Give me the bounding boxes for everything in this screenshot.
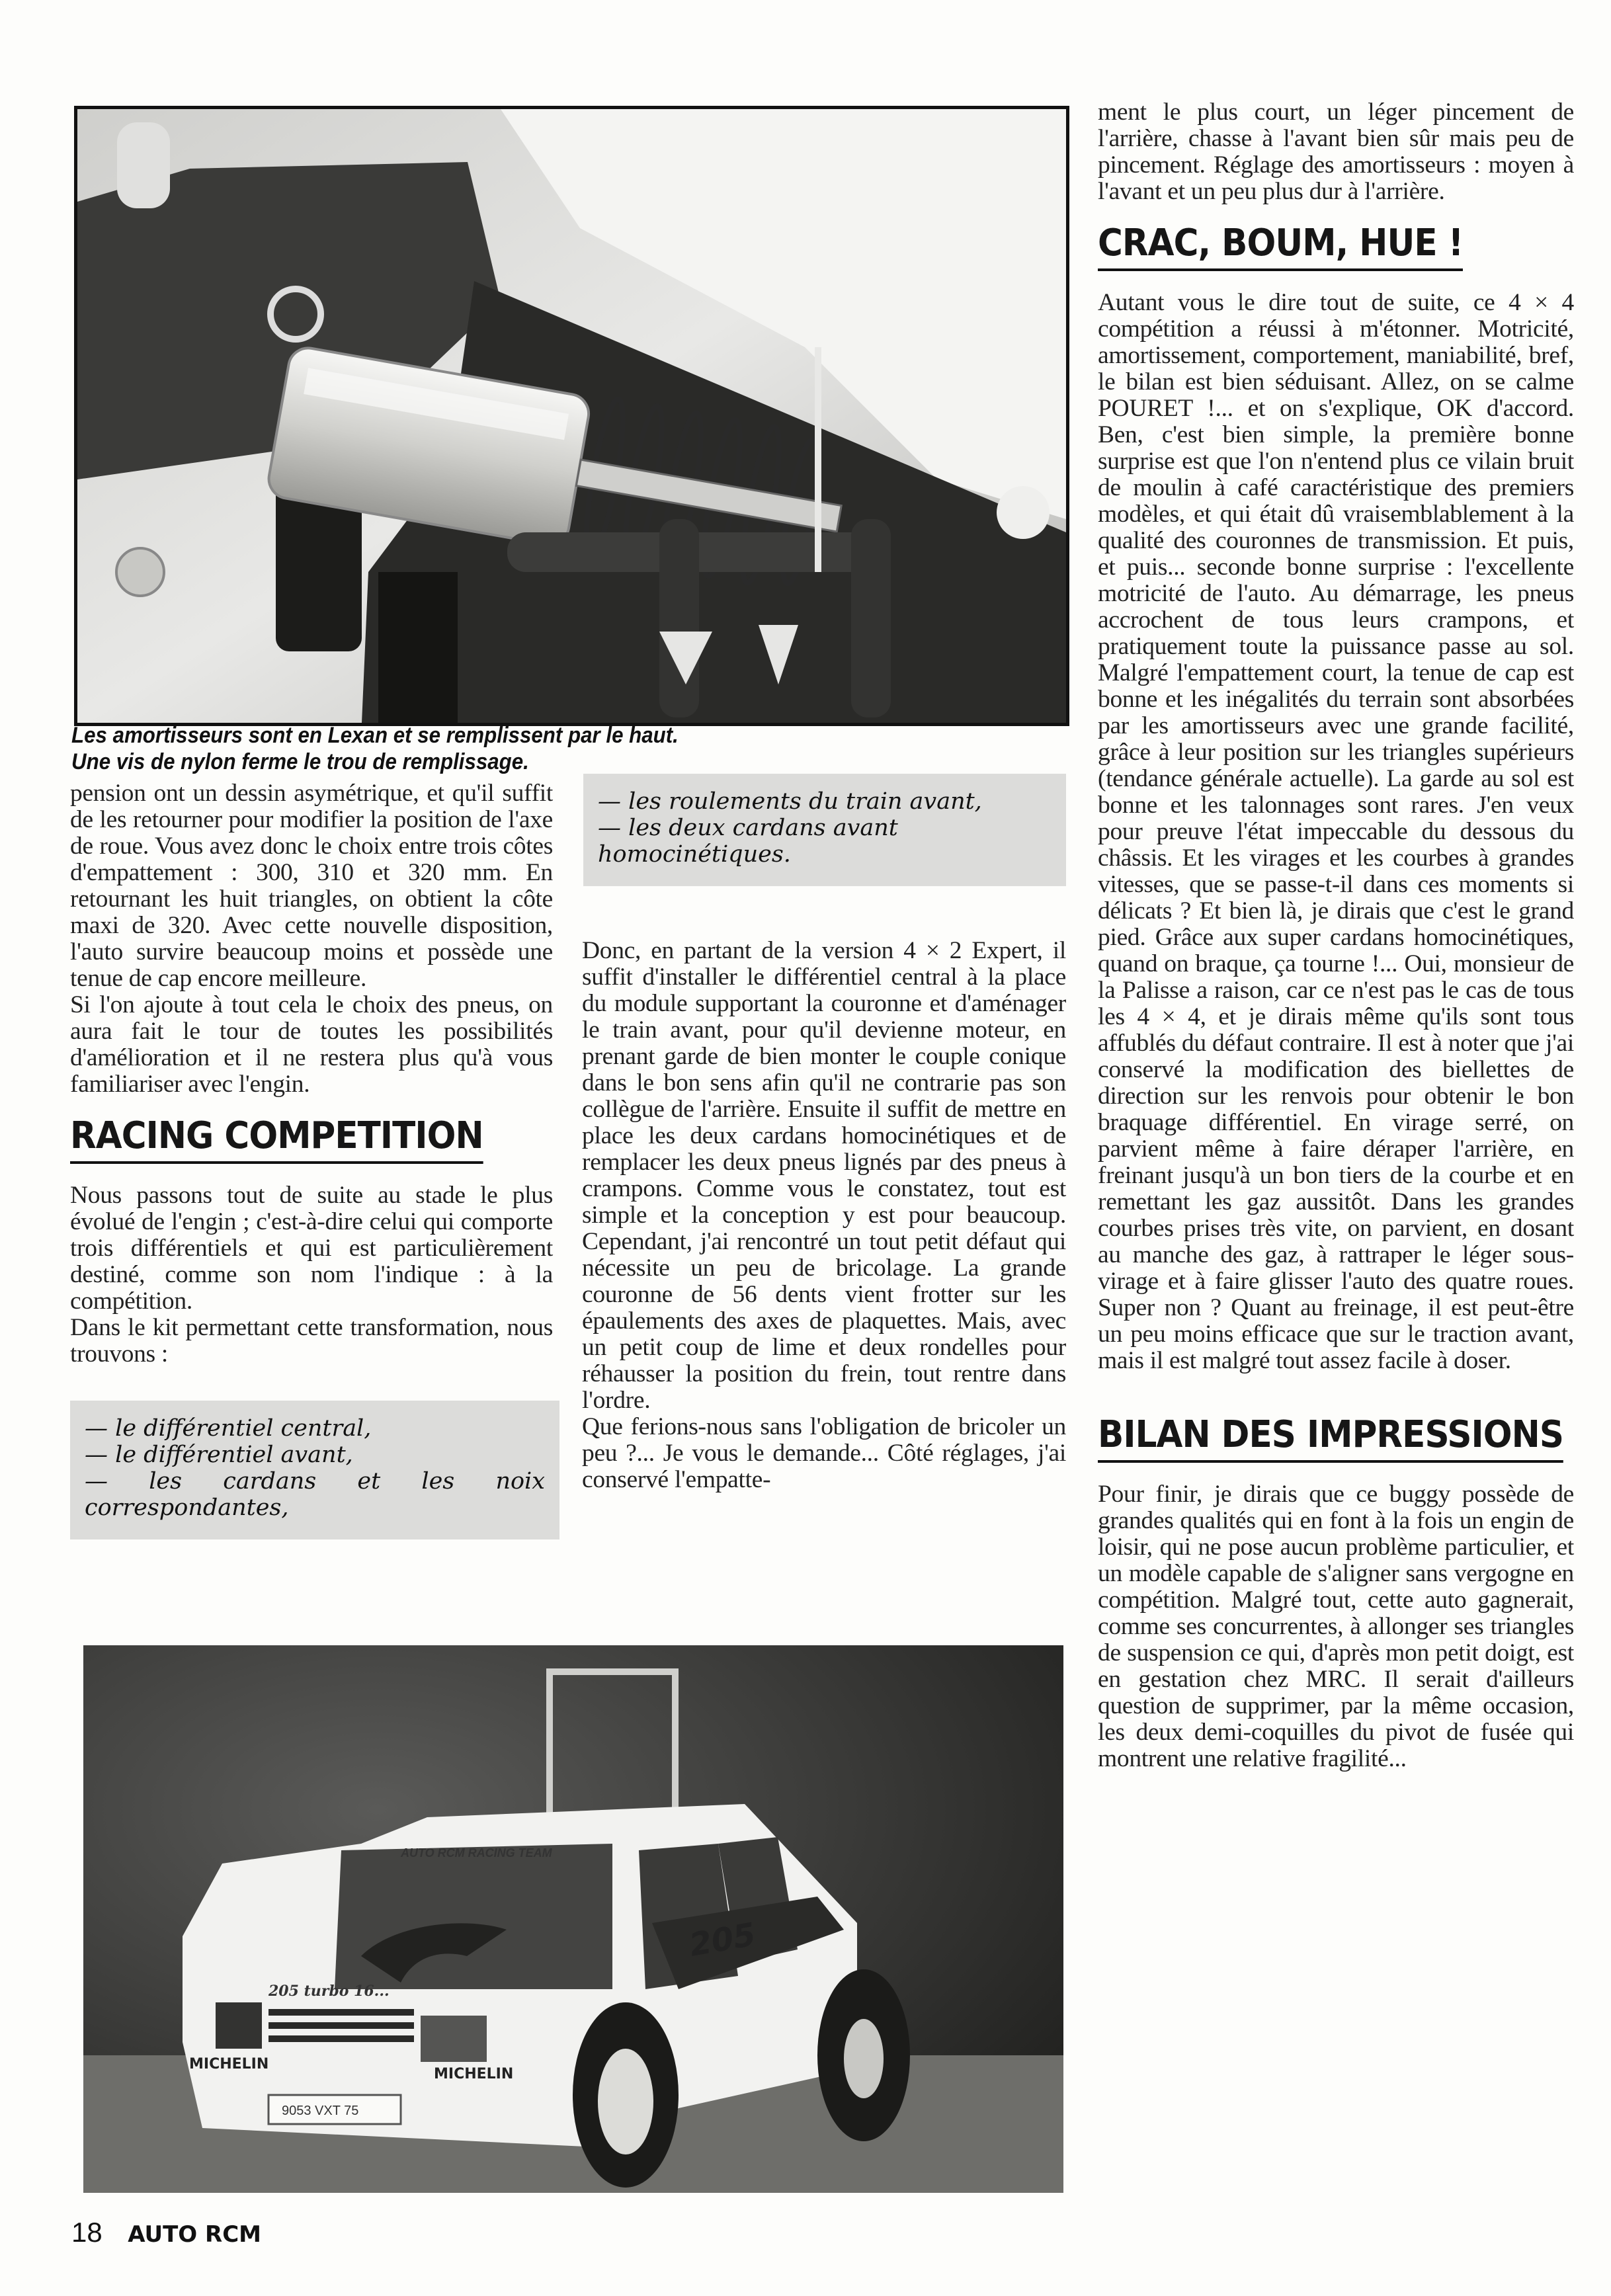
kit-list-box-continued	[583, 774, 1066, 886]
page-footer	[71, 2217, 261, 2249]
kit-list-box	[70, 1401, 559, 1539]
paragraph: pension ont un dessin asymétrique, et qu'il suffit de les retourner pour modifier la position de l'axe de roue. Vous avez donc le choix entre trois côtes d'empattement : 300, 310 et 320 mm. En retournant les huit triangles, on obtient la côte maxi de 320. Avec cette nouvelle disposition, l'auto survire beaucoup moins et possède une tenue de cap encore meilleure.	[70, 780, 553, 992]
heading-crac-boum-hue: CRAC, BOUM, HUE !	[1098, 222, 1463, 271]
caption-line-2: Une vis de nylon ferme le trou de remplissage.	[71, 749, 529, 774]
column-left	[70, 780, 553, 1539]
decal-door: 205	[686, 1916, 759, 1964]
rc-car-photo	[83, 1645, 1063, 2193]
decal-windshield: AUTO RCM RACING TEAM	[401, 1846, 552, 1860]
photo-caption	[71, 722, 984, 775]
license-plate: 9053 VXT 75	[282, 2104, 359, 2118]
kit-list-item: — les deux cardans avant homocinétiques.	[598, 815, 898, 868]
kit-list-item: — le différentiel central,	[85, 1415, 372, 1442]
kit-list-item: — le différentiel avant,	[85, 1442, 353, 1468]
decal-michelin-left: MICHELIN	[189, 2056, 269, 2072]
column-middle	[582, 938, 1066, 1493]
caption-line-1: Les amortisseurs sont en Lexan et se remplissent par le haut.	[71, 723, 679, 748]
paragraph: Dans le kit permettant cette transformation, nous trouvons :	[70, 1314, 553, 1368]
page-number: 18	[71, 2217, 103, 2248]
column-right	[1098, 99, 1574, 1772]
kit-list-item: — les cardans et les noix correspondantes,	[85, 1468, 545, 1521]
paragraph: Si l'on ajoute à tout cela le choix des pneus, on aura fait le tour de toutes les possibilités d'amélioration et il ne restera plus qu'à vous familiariser avec l'engin.	[70, 991, 553, 1098]
paragraph: Pour finir, je dirais que ce buggy possède de grandes qualités qui en font à la fois un engin de loisir, qui ne pose aucun problème particulier, et un modèle capable de s'aligner sans vergogne en compétition. Malgré tout, cette auto gagnerait, comme ses concurrentes, à allonger ses triangles de suspension ce qui, d'après mon petit doigt, est en gestation chez MRC. Il serait d'ailleurs question de supprimer, par la même occasion, les deux demi-coquilles du pivot de fusée qui montrent une relative fragilité...	[1098, 1481, 1574, 1772]
rc-car-illustration	[83, 1645, 1063, 2193]
shock-absorber-photo	[74, 106, 1069, 726]
paragraph: Nous passons tout de suite au stade le plus évolué de l'engin ; c'est-à-dire celui qui comporte trois différentiels et qui est particulièrement destiné, comme son nom l'indique : à la compétition.	[70, 1182, 553, 1315]
heading-racing-competition: RACING COMPETITION	[70, 1115, 483, 1164]
kit-list-item: — les roulements du train avant,	[598, 788, 982, 815]
magazine-name: AUTO RCM	[128, 2221, 261, 2248]
paragraph: ment le plus court, un léger pincement de l'arrière, chasse à l'avant bien sûr mais peu de pincement. Réglage des amortisseurs : moyen à l'avant et un peu plus dur à l'arrière.	[1098, 99, 1574, 205]
decal-hood: 205 turbo 16...	[268, 1983, 390, 2000]
paragraph: Que ferions-nous sans l'obligation de bricoler un peu ?... Je vous le demande... Côté réglages, j'ai conservé l'empatte-	[582, 1413, 1066, 1493]
decal-michelin-right: MICHELIN	[434, 2066, 514, 2082]
paragraph: Autant vous le dire tout de suite, ce 4 × 4 compétition a réussi à m'étonner. Motricité, amortissement, comportement, maniabilité, bref, le bilan est bien séduisant. Allez, on se calme POURET !... et on s'explique, OK d'accord. Ben, c'est bien simple, la première bonne surprise est que l'on n'entend plus ce vilain bruit de moulin à café caractéristique des premiers modèles, et qui était dû vraisemblablement à la qualité des couronnes de transmission. Et puis, et puis... seconde bonne surprise : l'excellente motricité de l'auto. Au démarrage, les pneus accrochent de tous leurs crampons, et pratiquement toute la puissance passe au sol. Malgré l'empattement court, la tenue de cap est bonne et les inégalités du terrain sont absorbées par les amortisseurs avec une grande facilité, grâce à leur position sur les triangles supérieurs (tendance générale actuelle). La garde au sol est bonne et les talonnages sont rares. J'en veux pour preuve l'état impeccable du dessous du châssis. Et les virages et les courbes à grandes vitesses, que se passe-t-il dans ces moments si délicats ? Et bien là, je dirais que c'est le grand pied. Grâce aux super cardans homocinétiques, quand on braque, ça tourne !... Oui, monsieur de la Palisse a raison, car ce n'est pas le cas de tous les 4 × 4, et je dirais même qu'ils sont tous affublés du défaut contraire. Il est à noter que j'ai conservé la modification des biellettes de direction sur les renvois pour obtenir le bon braquage différentiel. En virage serré, on parvient même à faire déraper l'arrière, en freinant jusqu'à un bon tiers de la courbe et en remettant les gaz aussitôt. Dans les grandes courbes prises très vite, on parvient, en dosant au manche des gaz, à rattraper le léger sous-virage et à faire glisser l'auto des quatre roues. Super non ? Quant au freinage, il est peut-être un peu moins efficace que sur le traction avant, mais il est malgré tout assez facile à doser.	[1098, 289, 1574, 1374]
paragraph: Donc, en partant de la version 4 × 2 Expert, il suffit d'installer le différentiel central à la place du module supportant la couronne et d'aménager le train avant, pour qu'il devienne moteur, en prenant garde de bien monter le couple conique dans le bon sens afin qu'il ne contrarie pas son collègue de l'arrière. Ensuite il suffit de mettre en place les deux cardans homocinétiques et de remplacer les deux pneus lignés par des pneus à crampons. Comme vous le constatez, tout est simple et la conception y est pour beaucoup. Cependant, j'ai rencontré un tout petit défaut qui nécessite un peu de bricolage. La grande couronne de 56 dents vient frotter sur les épaulements des axes de plaquettes. Mais, avec un petit coup de lime et deux rondelles pour réhausser la position du frein, tout rentre dans l'ordre.	[582, 937, 1066, 1414]
heading-bilan-des-impressions: BILAN DES IMPRESSIONS	[1098, 1414, 1563, 1463]
shock-absorber-illustration	[77, 109, 1066, 723]
